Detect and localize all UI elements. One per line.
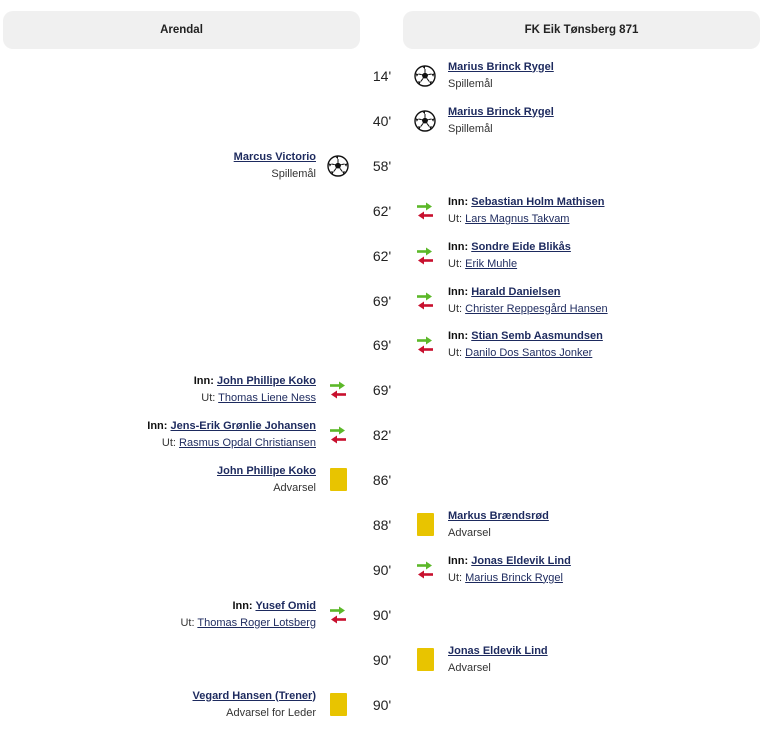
event-minute: 86' bbox=[372, 471, 392, 488]
yellow-card-shape bbox=[330, 468, 347, 491]
sub-out-line bbox=[147, 435, 316, 452]
player-link[interactable]: Marius Brinck Rygel bbox=[448, 105, 554, 118]
sub-in-label: Inn: bbox=[448, 195, 469, 208]
football-icon bbox=[325, 143, 351, 188]
event-text bbox=[448, 239, 571, 273]
event-text bbox=[448, 328, 603, 362]
player-line bbox=[193, 688, 317, 705]
player-in-link[interactable]: Yusef Omid bbox=[255, 599, 316, 612]
yellow-card-icon bbox=[412, 637, 438, 682]
event-text bbox=[448, 643, 548, 677]
away-event-details bbox=[448, 233, 571, 278]
player-line bbox=[234, 149, 316, 166]
player-in-link[interactable]: Sebastian Holm Mathisen bbox=[471, 195, 605, 208]
player-link[interactable]: Marius Brinck Rygel bbox=[448, 60, 554, 73]
home-team-header bbox=[3, 11, 360, 49]
event-row bbox=[0, 53, 774, 98]
football-icon bbox=[412, 53, 438, 98]
player-line bbox=[448, 508, 549, 525]
sub-in-label: Inn: bbox=[193, 374, 214, 387]
player-in-link[interactable]: John Phillipe Koko bbox=[216, 374, 316, 387]
player-line bbox=[448, 104, 554, 121]
player-in-link[interactable]: Sondre Eide Blikås bbox=[471, 240, 571, 253]
player-out-link[interactable]: Thomas Roger Lotsberg bbox=[197, 616, 316, 629]
yellow-card-shape bbox=[417, 648, 434, 671]
event-minute: 69' bbox=[372, 336, 392, 353]
event-row bbox=[0, 547, 774, 592]
home-event-details bbox=[180, 592, 316, 637]
event-detail: Spillemål bbox=[448, 77, 493, 90]
home-event-details bbox=[217, 457, 316, 502]
sub-out-line bbox=[448, 301, 608, 318]
sub-out-label: Ut: bbox=[448, 212, 463, 225]
sub-in-line bbox=[448, 553, 571, 570]
sub-in-label: Inn: bbox=[448, 240, 469, 253]
event-text bbox=[234, 149, 316, 183]
player-in-link[interactable]: Jonas Eldevik Lind bbox=[471, 554, 571, 567]
player-line bbox=[217, 463, 316, 480]
event-detail: Spillemål bbox=[271, 167, 316, 180]
event-detail: Advarsel bbox=[448, 661, 491, 674]
event-text bbox=[448, 284, 608, 318]
event-minute: 62' bbox=[372, 247, 392, 264]
event-row bbox=[0, 143, 774, 188]
event-text bbox=[180, 598, 316, 632]
event-minute: 82' bbox=[372, 426, 392, 443]
sub-out-line bbox=[448, 256, 571, 273]
sub-in-line bbox=[448, 284, 608, 301]
away-team-header bbox=[403, 11, 760, 49]
event-minute: 90' bbox=[372, 651, 392, 668]
sub-out-line bbox=[448, 211, 605, 228]
event-text bbox=[193, 688, 317, 722]
home-team-name: Arendal bbox=[160, 24, 203, 36]
home-event-details bbox=[234, 143, 316, 188]
sub-in-label: Inn: bbox=[147, 419, 168, 432]
sub-in-line bbox=[448, 239, 571, 256]
event-minute: 90' bbox=[372, 561, 392, 578]
sub-out-label: Ut: bbox=[448, 257, 463, 270]
substitution-icon bbox=[325, 412, 351, 457]
event-minute: 88' bbox=[372, 516, 392, 533]
sub-in-label: Inn: bbox=[232, 599, 253, 612]
sub-in-line bbox=[448, 328, 603, 345]
event-row bbox=[0, 502, 774, 547]
substitution-icon bbox=[325, 592, 351, 637]
event-row bbox=[0, 278, 774, 323]
event-text bbox=[448, 194, 605, 228]
yellow-card-icon bbox=[325, 682, 351, 727]
player-out-link[interactable]: Erik Muhle bbox=[465, 257, 518, 270]
player-out-link[interactable]: Danilo Dos Santos Jonker bbox=[465, 346, 593, 359]
away-event-details bbox=[448, 188, 605, 233]
sub-out-label: Ut: bbox=[180, 616, 195, 629]
player-in-link[interactable]: Stian Semb Aasmundsen bbox=[471, 329, 603, 342]
event-row bbox=[0, 457, 774, 502]
yellow-card-icon bbox=[325, 457, 351, 502]
home-event-details bbox=[193, 682, 317, 727]
yellow-card-icon bbox=[412, 502, 438, 547]
substitution-icon bbox=[412, 278, 438, 323]
substitution-icon bbox=[412, 322, 438, 367]
event-minute: 58' bbox=[372, 157, 392, 174]
event-row bbox=[0, 233, 774, 278]
away-event-details bbox=[448, 502, 549, 547]
player-link[interactable]: Vegard Hansen (Trener) bbox=[192, 689, 316, 702]
event-row bbox=[0, 637, 774, 682]
event-detail: Spillemål bbox=[448, 122, 493, 135]
away-event-details bbox=[448, 53, 554, 98]
yellow-card-shape bbox=[417, 513, 434, 536]
event-text bbox=[448, 553, 571, 587]
sub-out-line bbox=[180, 615, 316, 632]
yellow-card-shape bbox=[330, 693, 347, 716]
event-row bbox=[0, 592, 774, 637]
event-detail: Advarsel bbox=[448, 526, 491, 539]
sub-out-line bbox=[194, 390, 316, 407]
event-minute: 40' bbox=[372, 112, 392, 129]
sub-in-label: Inn: bbox=[448, 554, 469, 567]
player-in-link[interactable]: Harald Danielsen bbox=[471, 285, 561, 298]
player-out-link[interactable]: Christer Reppesgård Hansen bbox=[465, 302, 608, 315]
sub-in-line bbox=[194, 373, 316, 390]
sub-in-label: Inn: bbox=[448, 285, 469, 298]
player-out-link[interactable]: Rasmus Opdal Christiansen bbox=[179, 436, 316, 449]
event-row bbox=[0, 682, 774, 727]
player-link[interactable]: John Phillipe Koko bbox=[216, 464, 316, 477]
event-row bbox=[0, 412, 774, 457]
sub-in-line bbox=[180, 598, 316, 615]
player-link[interactable]: Marcus Victorio bbox=[233, 150, 316, 163]
home-event-details bbox=[194, 367, 316, 412]
player-in-link[interactable]: Jens-Erik Grønlie Johansen bbox=[170, 419, 316, 432]
player-line bbox=[448, 59, 554, 76]
player-line bbox=[448, 643, 548, 660]
substitution-icon bbox=[412, 233, 438, 278]
event-minute: 14' bbox=[372, 67, 392, 84]
event-text bbox=[448, 104, 554, 138]
event-text bbox=[448, 59, 554, 93]
event-minute: 69' bbox=[372, 381, 392, 398]
sub-in-line bbox=[448, 194, 605, 211]
home-event-details bbox=[147, 412, 316, 457]
away-event-details bbox=[448, 322, 603, 367]
substitution-icon bbox=[412, 547, 438, 592]
event-minute: 62' bbox=[372, 202, 392, 219]
substitution-icon bbox=[325, 367, 351, 412]
player-link[interactable]: Jonas Eldevik Lind bbox=[448, 644, 548, 657]
away-event-details bbox=[448, 637, 548, 682]
event-row bbox=[0, 367, 774, 412]
event-detail: Advarsel bbox=[273, 481, 316, 494]
football-icon bbox=[412, 98, 438, 143]
event-row bbox=[0, 98, 774, 143]
event-minute: 90' bbox=[372, 606, 392, 623]
away-event-details bbox=[448, 98, 554, 143]
sub-out-label: Ut: bbox=[448, 571, 463, 584]
sub-out-label: Ut: bbox=[201, 391, 216, 404]
away-team-name: FK Eik Tønsberg 871 bbox=[524, 24, 639, 36]
event-minute: 90' bbox=[372, 696, 392, 713]
away-event-details bbox=[448, 278, 608, 323]
player-link[interactable]: Markus Brændsrød bbox=[448, 509, 549, 522]
player-out-link[interactable]: Marius Brinck Rygel bbox=[465, 571, 563, 584]
event-text bbox=[194, 373, 316, 407]
event-text bbox=[147, 418, 316, 452]
away-event-details bbox=[448, 547, 571, 592]
sub-in-label: Inn: bbox=[448, 329, 469, 342]
event-row bbox=[0, 322, 774, 367]
event-row bbox=[0, 188, 774, 233]
event-text bbox=[217, 463, 316, 497]
event-text bbox=[448, 508, 549, 542]
event-minute: 69' bbox=[372, 292, 392, 309]
sub-out-line bbox=[448, 345, 603, 362]
player-out-link[interactable]: Thomas Liene Ness bbox=[218, 391, 316, 404]
sub-out-label: Ut: bbox=[161, 436, 176, 449]
sub-in-line bbox=[147, 418, 316, 435]
sub-out-line bbox=[448, 570, 571, 587]
player-out-link[interactable]: Lars Magnus Takvam bbox=[465, 212, 570, 225]
sub-out-label: Ut: bbox=[448, 302, 463, 315]
substitution-icon bbox=[412, 188, 438, 233]
event-detail: Advarsel for Leder bbox=[226, 706, 316, 719]
sub-out-label: Ut: bbox=[448, 346, 463, 359]
